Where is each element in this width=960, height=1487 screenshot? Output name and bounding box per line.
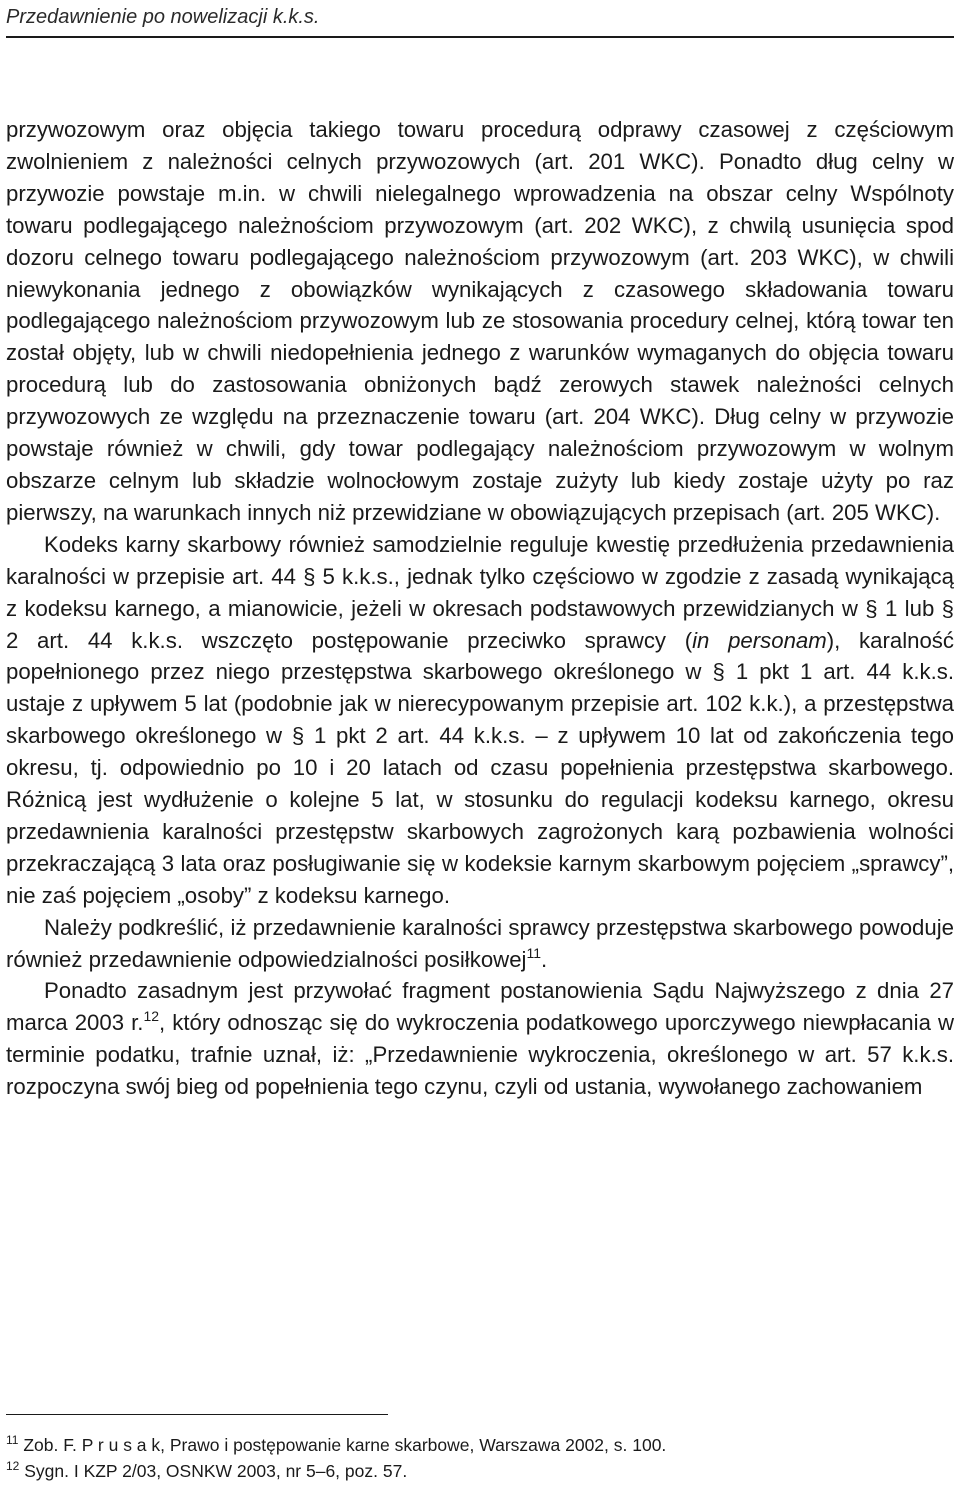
footnote-text: Zob. F. P r u s a k, Prawo i postępowanie karne skarbowe, Warszawa 2002, s. 100. [23,1435,667,1455]
footnote-text: Sygn. I KZP 2/03, OSNKW 2003, nr 5–6, poz. 57. [24,1461,408,1481]
paragraph-3-part-2: . [541,946,548,972]
paragraph-2-part-2: ), karalność popełnionego przez niego przestępstwa skarbowego określonego w § 1 pkt 1 art. 44 k.k.s. ustaje z upływem 5 lat (podobnie jak w nierecypowanym przepisie art. 102 k.k.), a przestępstwa skarbowego określonego w § 1 pkt 2 art. 44 k.k.s. – z upływem 10 lat od zakończenia tego okresu, tj. odpowiednio po 10 i 20 latach od czasu popełnienia przestępstwa skarbowego. Różnicą jest wydłużenie o kolejne 5 lat, w stosunku do regulacji kodeksu karnego, okresu przedawnienia karalności przestępstw skarbowych zagrożonych karą pozbawienia wolności przekraczającą 3 lata oraz posługiwanie się w kodeksie karnym skarbowym pojęciem „sprawcy”, nie zaś pojęciem „osoby” z kodeksu karnego. [6,627,954,908]
paragraph-2 [6,529,954,912]
paragraph-3 [6,912,954,976]
footnotes [6,1432,954,1484]
paragraph-3-part-1: Należy podkreślić, iż przedawnienie karalności sprawcy przestępstwa skarbowego powoduje również przedawnienie odpowiedzialności posiłkowej [6,914,954,972]
paragraph-4-part-2: , który odnosząc się do wykroczenia podatkowego uporczywego niewpłacania w terminie podatku, trafnie uznał, iż: „Przedawnienie wykroczenia, określonego w art. 57 k.k.s. rozpoczyna swój bieg od popełnienia tego czynu, czyli od ustania, wywołanego zachowaniem [6,1010,954,1100]
main-text [6,114,954,1103]
footnote-11 [6,1432,954,1458]
paragraph-4-part-1: Ponadto zasadnym jest przywołać fragment postanowienia Sądu Najwyższego z dnia 27 marca 2003 r. [6,978,954,1036]
paragraph-4 [6,975,954,1103]
running-title: Przedawnienie po nowelizacji k.k.s. [6,6,320,28]
header-rule [6,36,954,38]
footnote-number: 11 [6,1433,19,1447]
latin-phrase: in personam [692,627,827,653]
footnote-ref-11[interactable]: 11 [526,944,542,961]
footnote-rule [6,1414,388,1415]
footnote-12 [6,1458,954,1484]
footnote-number: 12 [6,1459,20,1473]
paragraph-1: przywozowym oraz objęcia takiego towaru procedurą odprawy czasowej z częściowym zwolnieniem z należności celnych przywozowych (art. 201 WKC). Ponadto dług celny w przywozie powstaje m.in. w chwili nielegalnego wprowadzenia na obszar celny Wspólnoty towaru podlegającego należnościom przywozowym (art. 202 WKC), z chwilą usunięcia spod dozoru celnego towaru podlegającego należnościom przywozowym (art. 203 WKC), w chwili niewykonania jednego z obowiązków wynikających z czasowego składowania towaru podlegającego należnościom przywozowym lub ze stosowania procedury celnej, którą towar ten został objęty, lub w chwili niedopełnienia jednego z warunków wymaganych do objęcia towaru procedurą lub do zastosowania obniżonych bądź zerowych stawek należności celnych przywozowych ze względu na przeznaczenie towaru (art. 204 WKC). Dług celny w przywozie powstaje również w chwili, gdy towar podlegający należnościom przywozowym w wolnym obszarze celnym lub składzie wolnocłowym zostaje zużyty lub kiedy zostaje użyty po raz pierwszy, na warunkach innych niż przewidziane w obowiązujących przepisach (art. 205 WKC). [6,117,954,525]
footnote-ref-12[interactable]: 12 [143,1008,160,1025]
paragraph-2-part-1: Kodeks karny skarbowy również samodzielnie reguluje kwestię przedłużenia przedawnienia karalności w przepisie art. 44 § 5 k.k.s., jednak tylko częściowo w zgodzie z zasadą wynikającą z kodeksu karnego, a mianowicie, jeżeli w okresach podstawowych przewidzianych w § 1 lub § 2 art. 44 k.k.s. wszczęto postępowanie przeciwko sprawcy ( [6,531,954,653]
